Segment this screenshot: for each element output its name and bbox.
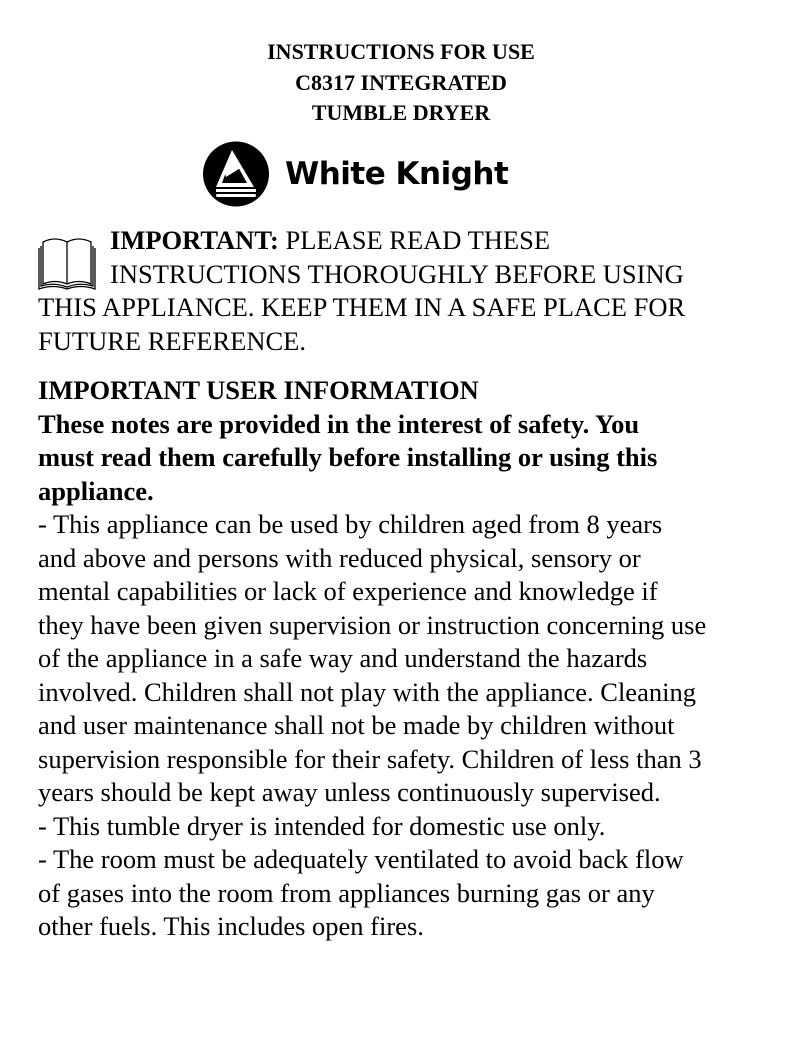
intro-line: These notes are provided in the interest of safety. You [38, 408, 640, 439]
intro-line: appliance. [38, 475, 154, 506]
body-line: supervision responsible for their safety. Children of less than 3 [38, 743, 702, 774]
important-notice [38, 224, 778, 358]
brand-logo [202, 141, 508, 207]
section-intro [38, 408, 778, 509]
document-title [0, 37, 802, 129]
section-heading: IMPORTANT USER INFORMATION [38, 375, 479, 405]
body-line: and user maintenance shall not be made by children without [38, 710, 675, 740]
body-line: of the appliance in a safe way and understand the hazards [38, 643, 648, 673]
important-label: IMPORTANT: [110, 225, 279, 255]
user-information-section [38, 374, 778, 944]
title-line: C8317 INTEGRATED [295, 69, 507, 95]
title-line: INSTRUCTIONS FOR USE [267, 39, 535, 64]
notice-line: INSTRUCTIONS THOROUGHLY BEFORE USING [110, 258, 684, 289]
intro-line: must read them carefully before installing or using this [38, 442, 658, 472]
document-body [38, 224, 778, 944]
title-line: TUMBLE DRYER [311, 100, 491, 125]
open-book-icon [35, 232, 99, 294]
brand-name: White Knight [285, 156, 509, 192]
notice-line: FUTURE REFERENCE. [38, 325, 306, 356]
body-line: - This appliance can be used by children aged from 8 years [38, 509, 663, 539]
body-line: other fuels. This includes open fires. [38, 911, 424, 941]
body-line: - This tumble dryer is intended for domestic use only. [38, 810, 606, 841]
notice-line: THIS APPLIANCE. KEEP THEM IN A SAFE PLACE FOR [38, 292, 686, 322]
body-line: years should be kept away unless continuously supervised. [38, 777, 661, 807]
body-line: of gases into the room from appliances burning gas or any [38, 877, 655, 908]
notice-text: PLEASE READ THESE [285, 225, 551, 255]
body-line: mental capabilities or lack of experience and knowledge if [38, 576, 658, 606]
notice-line [38, 224, 778, 258]
white-knight-logo-icon [202, 141, 270, 207]
section-body [38, 508, 778, 944]
body-line: involved. Children shall not play with the appliance. Cleaning [38, 676, 696, 707]
body-line: they have been given supervision or instruction concerning use [38, 609, 707, 640]
body-line: and above and persons with reduced physical, sensory or [38, 542, 641, 573]
body-line: - The room must be adequately ventilated to avoid back flow [38, 844, 684, 874]
